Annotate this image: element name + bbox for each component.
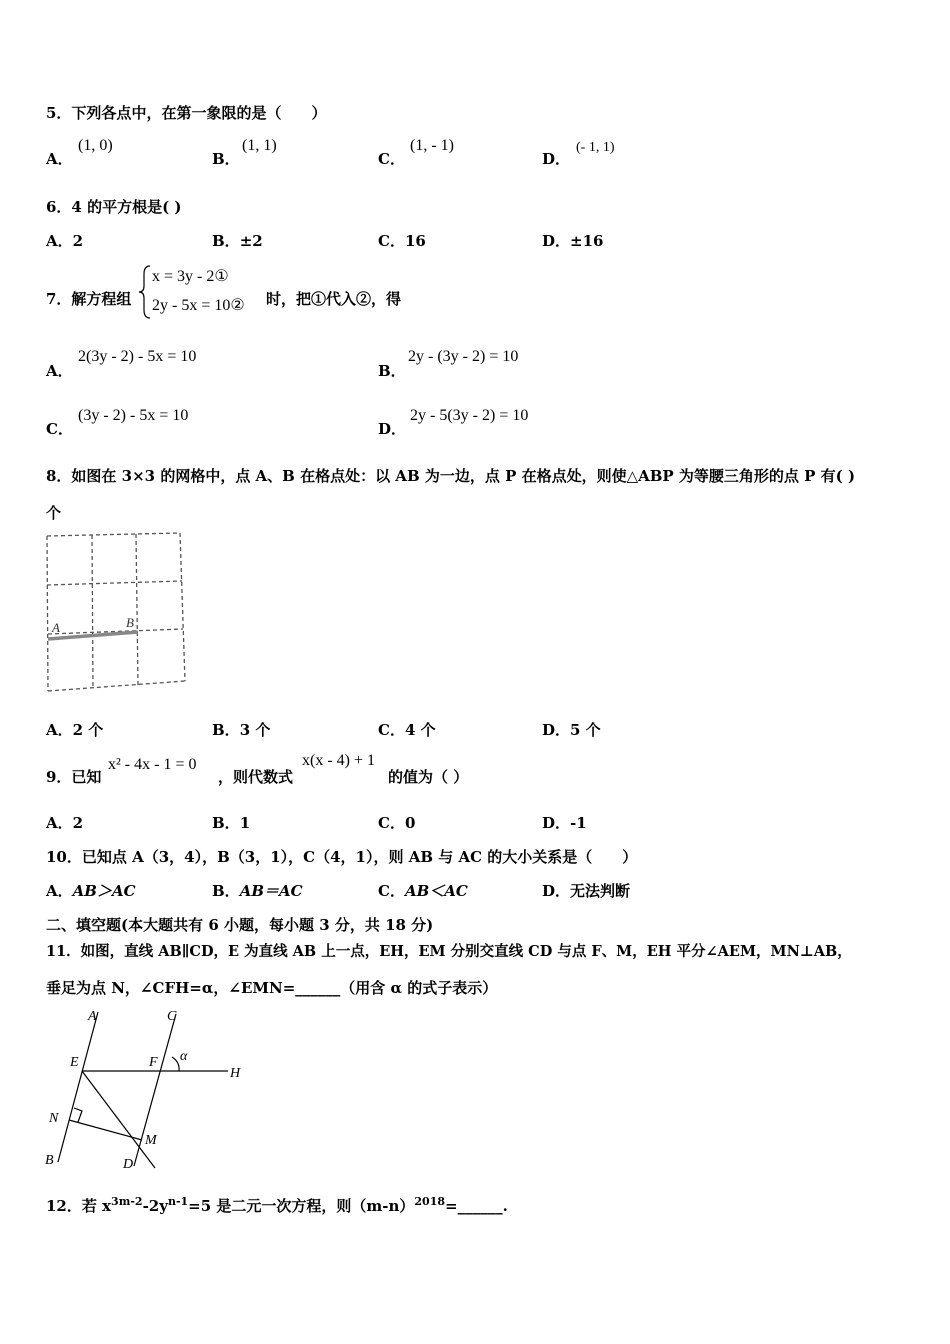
- q6-option-a: [46, 230, 83, 251]
- q7-option-c-letter: C．: [46, 420, 73, 438]
- q10-option-c: [378, 880, 468, 901]
- q6-option-d: [542, 230, 603, 251]
- q9-option-b-text: 1: [239, 814, 251, 832]
- q10-option-d: [542, 880, 630, 901]
- q6-option-b-letter: B．: [212, 232, 240, 250]
- q9-option-c-letter: C．: [378, 814, 405, 832]
- q12-exponent-3: 2018: [414, 1195, 446, 1208]
- q12-rest: =5 是二元一次方程，则（m-n）: [188, 1197, 415, 1215]
- q7-system-brace: [138, 264, 152, 320]
- q8-option-c-text: 4 个: [404, 721, 436, 739]
- q7-option-a-letter: A．: [46, 362, 73, 380]
- q10-option-d-text: 无法判断: [570, 882, 631, 900]
- q7-option-d-math: 2y - 5(3y - 2) = 10: [410, 407, 529, 424]
- q9-expression: x(x - 4) + 1: [302, 752, 376, 769]
- q10-option-d-letter: D．: [542, 882, 571, 900]
- q11-label-f: F: [149, 1055, 158, 1070]
- q8-option-b-text: 3 个: [239, 721, 271, 739]
- q11-label-e: E: [70, 1055, 79, 1070]
- q7-eq1: x = 3y - 2①: [152, 268, 229, 285]
- q10-option-b-letter: B．: [212, 882, 240, 900]
- q7-eq2: 2y - 5x = 10②: [152, 297, 245, 314]
- q10-option-b: [212, 880, 303, 901]
- q9-option-d: [542, 812, 587, 833]
- q9-mid: ，则代数式: [218, 768, 294, 786]
- q8-option-a-text: 2 个: [72, 721, 104, 739]
- section-2-heading: 二、填空题(本大题共有 6 小题，每小题 3 分，共 18 分): [46, 916, 434, 934]
- q11-figure: [40, 1002, 255, 1174]
- q9-prefix: 9．已知: [46, 768, 102, 786]
- q10-option-a-text: AB＞AC: [72, 882, 136, 900]
- q11-label-alpha: α: [180, 1049, 188, 1064]
- q8-option-a-letter: A．: [46, 721, 73, 739]
- q11-label-d: D: [123, 1157, 134, 1172]
- q9-option-b-letter: B．: [212, 814, 240, 832]
- q8-stem: 8．如图在 3×3 的网格中，点 A、B 在格点处：以 AB 为一边，点 P 在格点处，则使△ABP 为等腰三角形的点 P 有( ): [46, 467, 856, 485]
- q5-option-a-letter: A．: [46, 150, 73, 168]
- q8-option-d-letter: D．: [542, 721, 571, 739]
- q7-option-b-letter: B．: [378, 362, 406, 380]
- q10-option-a: [46, 880, 136, 901]
- q12-exponent-1: 3m-2: [111, 1195, 143, 1208]
- q12-mid: -2y: [142, 1197, 168, 1215]
- q9-option-b: [212, 812, 250, 833]
- q9-option-c: [378, 812, 415, 833]
- q9-option-a-text: 2: [72, 814, 84, 832]
- q8-option-b-letter: B．: [212, 721, 240, 739]
- q9-option-a: [46, 812, 83, 833]
- q6-option-d-letter: D．: [542, 232, 571, 250]
- q5-stem: 5．下列各点中，在第一象限的是（ ）: [46, 104, 327, 122]
- q8-label-b: B: [126, 615, 134, 630]
- q5-option-d-letter: D．: [542, 150, 571, 168]
- q5-option-a-math: (1, 0): [78, 137, 113, 154]
- q12-prefix: 12．若 x: [46, 1197, 112, 1215]
- q8-stem-continued: 个: [46, 504, 62, 522]
- q7-suffix: 时，把①代入②，得: [266, 290, 402, 308]
- q8-option-d: [542, 719, 601, 740]
- q8-option-d-text: 5 个: [570, 721, 601, 739]
- q8-label-a: A: [52, 620, 60, 635]
- q6-option-d-text: ±16: [570, 232, 604, 250]
- q5-option-c-math: (1, - 1): [410, 137, 454, 154]
- q6-option-a-text: 2: [72, 232, 84, 250]
- q7-option-a-math: 2(3y - 2) - 5x = 10: [78, 348, 197, 365]
- q9-option-d-letter: D．: [542, 814, 571, 832]
- q7-option-d-letter: D．: [378, 420, 407, 438]
- q6-option-c: [378, 230, 426, 251]
- q8-option-c-letter: C．: [378, 721, 405, 739]
- q6-stem: 6．4 的平方根是( ): [46, 198, 182, 216]
- q9-suffix: 的值为（ ）: [388, 768, 469, 786]
- q5-option-d-math: (- 1, 1): [576, 140, 615, 155]
- q7-option-b-math: 2y - (3y - 2) = 10: [408, 348, 519, 365]
- q6-option-c-text: 16: [404, 232, 426, 250]
- q8-grid-figure: [40, 528, 190, 698]
- q10-option-c-letter: C．: [378, 882, 405, 900]
- q6-option-c-letter: C．: [378, 232, 405, 250]
- q5-option-b-math: (1, 1): [242, 137, 277, 154]
- q9-option-c-text: 0: [404, 814, 416, 832]
- q10-option-b-text: AB＝AC: [239, 882, 303, 900]
- q6-option-b: [212, 230, 263, 251]
- q11-label-m: M: [145, 1133, 157, 1148]
- q6-option-a-letter: A．: [46, 232, 73, 250]
- q11-line2: 垂足为点 N，∠CFH=α，∠EMN=______（用含 α 的式子表示）: [46, 979, 498, 997]
- q10-option-c-text: AB＜AC: [404, 882, 468, 900]
- q12-tail: =______.: [445, 1197, 508, 1215]
- q7-option-c-math: (3y - 2) - 5x = 10: [78, 407, 189, 424]
- q11-label-h: H: [230, 1066, 241, 1081]
- q8-option-a: [46, 719, 103, 740]
- q9-option-d-text: -1: [570, 814, 587, 832]
- q11-label-n: N: [49, 1111, 59, 1126]
- q11-label-c: C: [167, 1009, 177, 1024]
- q8-option-b: [212, 719, 270, 740]
- q7-prefix: 7．解方程组: [46, 290, 132, 308]
- q5-option-b-letter: B．: [212, 150, 240, 168]
- q9-option-a-letter: A．: [46, 814, 73, 832]
- q10-stem: 10．已知点 A（3，4），B（3，1），C（4，1），则 AB 与 AC 的大小关系是（ ）: [46, 848, 638, 866]
- q9-equation: x² - 4x - 1 = 0: [108, 756, 197, 773]
- q11-label-b: B: [45, 1153, 54, 1168]
- q6-option-b-text: ±2: [239, 232, 263, 250]
- q5-option-c-letter: C．: [378, 150, 405, 168]
- q12-line: [46, 1195, 508, 1216]
- q12-exponent-2: n-1: [167, 1195, 189, 1208]
- q10-option-a-letter: A．: [46, 882, 73, 900]
- q11-label-a: A: [88, 1009, 97, 1024]
- q11-line1: 11．如图，直线 AB∥CD，E 为直线 AB 上一点，EH，EM 分别交直线 CD 与点 F、M，EH 平分∠AEM，MN⊥AB，: [46, 943, 852, 960]
- q8-option-c: [378, 719, 436, 740]
